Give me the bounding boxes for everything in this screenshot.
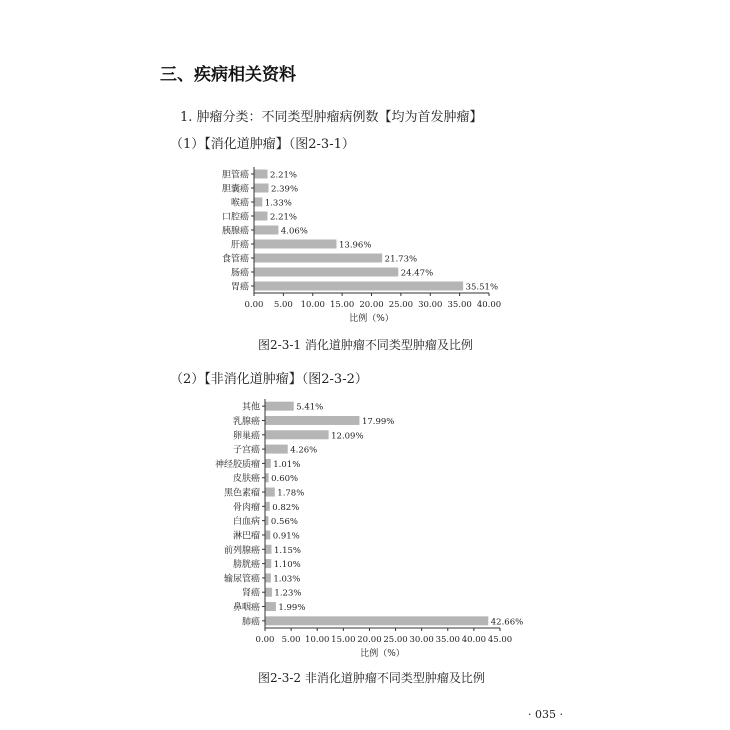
c2-value-label: 17.99% [361, 416, 395, 427]
c2-bar [266, 573, 271, 582]
c2-value-label: 1.23% [274, 588, 302, 599]
c2-bar [266, 602, 276, 611]
c2-bar [266, 616, 489, 625]
c1-category-label: 肠癌 [230, 268, 249, 279]
c2-value-label: 42.66% [490, 617, 524, 628]
c2-x-tick-label: 25.00 [383, 635, 408, 645]
c2-x-tick-label: 15.00 [331, 635, 356, 645]
c2-value-label: 1.10% [273, 560, 301, 571]
c1-value-label: 2.21% [269, 212, 297, 223]
c1-value-label: 24.47% [400, 268, 434, 279]
c1-category-label: 胆管癌 [221, 170, 249, 181]
c2-x-tick-label: 10.00 [305, 635, 330, 645]
c2-category-label: 其他 [241, 402, 260, 413]
c2-bar [266, 445, 288, 454]
c2-x-axis-title: 比例（%） [360, 649, 405, 659]
c2-value-label: 1.01% [273, 459, 301, 470]
c2-value-label: 4.26% [290, 445, 318, 456]
c2-bar [266, 588, 272, 597]
c2-value-label: 12.09% [331, 431, 364, 442]
c2-category-label: 卵巢癌 [232, 431, 260, 442]
c2-bar [266, 473, 269, 482]
c2-value-label: 0.91% [272, 531, 300, 542]
c2-x-tick-label: 35.00 [435, 635, 460, 645]
c1-x-tick-label: 5.00 [273, 300, 293, 310]
c2-category-label: 白血病 [232, 517, 260, 528]
section-title: 三、疾病相关资料 [160, 65, 296, 85]
c2-bar [266, 416, 360, 425]
c2-bar [266, 502, 270, 511]
c1-x-tick-label: 15.00 [329, 300, 355, 310]
c1-x-tick-label: 35.00 [447, 300, 472, 310]
c2-value-label: 1.78% [277, 488, 305, 499]
c2-x-tick-label: 5.00 [281, 635, 301, 645]
c2-value-label: 0.82% [272, 502, 300, 513]
c1-value-label: 13.96% [339, 240, 372, 251]
c2-category-label: 皮肤癌 [232, 474, 260, 485]
c2-category-label: 肺癌 [241, 617, 260, 628]
c2-value-label: 1.99% [278, 603, 306, 614]
c1-category-label: 胆囊癌 [221, 184, 249, 195]
c2-value-label: 0.60% [271, 474, 299, 485]
c2-bar [266, 545, 272, 554]
c1-value-label: 35.51% [465, 282, 499, 293]
c2-category-label: 肾癌 [241, 588, 260, 599]
c1-x-tick-label: 10.00 [300, 300, 325, 310]
chart2-caption: 图2-3-2 非消化道肿瘤不同类型肿瘤及比例 [258, 671, 485, 685]
subtitle: 1. 肿瘤分类：不同类型肿瘤病例数【均为首发肿瘤】 [180, 110, 483, 125]
c1-value-label: 21.73% [384, 254, 418, 265]
c2-category-label: 淋巴瘤 [232, 531, 260, 542]
c1-category-label: 食管癌 [221, 254, 249, 265]
c2-value-label: 1.03% [273, 574, 301, 585]
chart1-caption: 图2-3-1 消化道肿瘤不同类型肿瘤及比例 [258, 338, 473, 352]
c1-value-label: 2.39% [271, 184, 299, 195]
c2-category-label: 骨肉瘤 [232, 502, 260, 513]
c1-value-label: 2.21% [269, 170, 297, 181]
c2-value-label: 0.56% [270, 517, 298, 528]
c2-category-label: 鼻咽癌 [232, 603, 260, 614]
c2-category-label: 前列腺癌 [223, 545, 260, 556]
c2-bar [266, 488, 275, 497]
c1-category-label: 胰腺癌 [221, 226, 249, 237]
c2-bar [266, 516, 269, 525]
c1-x-tick-label: 25.00 [388, 300, 414, 310]
c1-x-axis-title: 比例（%） [349, 314, 394, 324]
c2-bar [266, 559, 272, 568]
c1-x-tick-label: 0.00 [244, 300, 264, 310]
c2-category-label: 神经胶质瘤 [214, 459, 260, 470]
c1-x-tick-label: 40.00 [476, 300, 502, 310]
c2-category-label: 输尿管癌 [223, 574, 260, 585]
c2-value-label: 1.15% [274, 545, 302, 556]
c1-value-label: 1.33% [264, 198, 292, 209]
chart1-heading: （1）【消化道肿瘤】（图2-3-1） [170, 137, 355, 152]
c2-x-tick-label: 40.00 [461, 635, 487, 645]
c2-category-label: 乳腺癌 [232, 416, 260, 427]
c2-x-tick-label: 45.00 [487, 635, 513, 645]
c2-x-tick-label: 30.00 [409, 635, 434, 645]
c1-category-label: 肝癌 [230, 240, 249, 251]
c1-category-label: 口腔癌 [221, 212, 249, 223]
c1-x-tick-label: 30.00 [418, 300, 443, 310]
c2-category-label: 膀胱癌 [232, 560, 260, 571]
c1-value-label: 4.06% [280, 226, 308, 237]
c2-category-label: 子宫癌 [232, 445, 260, 456]
c2-category-label: 黑色素瘤 [223, 488, 260, 499]
c2-bar [266, 530, 271, 539]
c2-value-label: 5.41% [296, 402, 324, 413]
c2-bar [266, 402, 294, 411]
c2-x-tick-label: 20.00 [357, 635, 382, 645]
c2-bar [266, 430, 329, 439]
c2-bar [266, 459, 271, 468]
chart2-heading: （2）【非消化道肿瘤】（图2-3-2） [170, 372, 368, 387]
c1-category-label: 胃癌 [230, 282, 249, 293]
page-number: · 035 · [528, 708, 563, 721]
c1-x-tick-label: 20.00 [359, 300, 384, 310]
c1-category-label: 喉癌 [230, 198, 249, 209]
c2-x-tick-label: 0.00 [255, 635, 275, 645]
